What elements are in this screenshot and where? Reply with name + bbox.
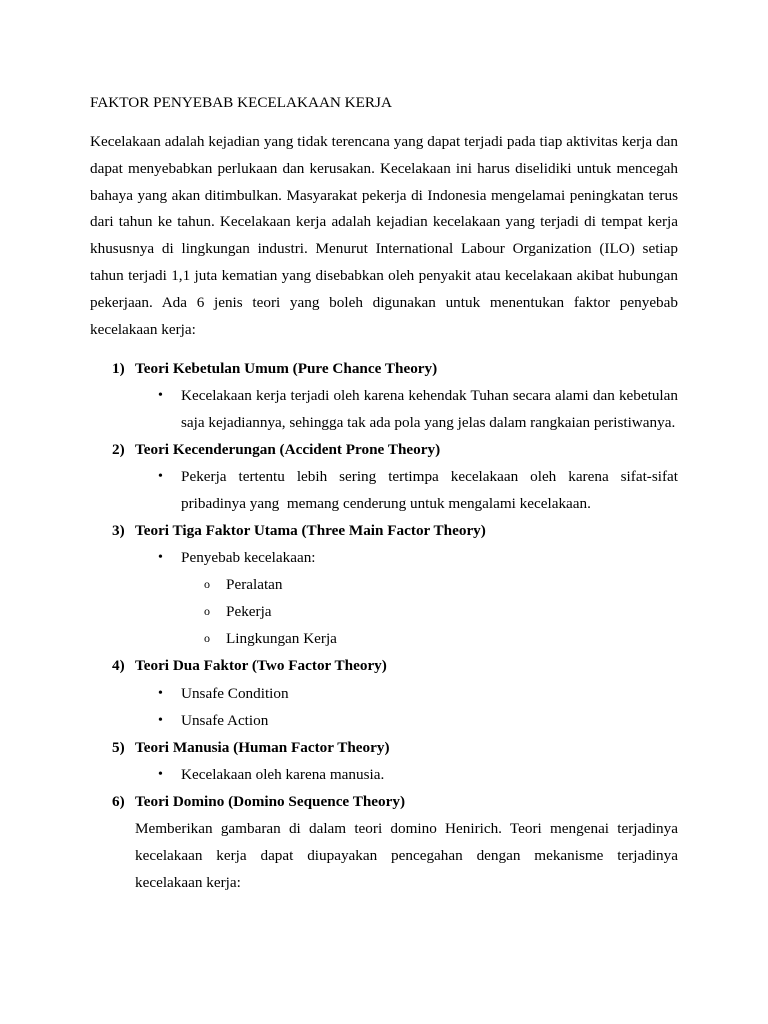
sub-bullet-text: Pekerja [226,603,272,620]
list-item [158,707,678,734]
theory-number: 2) [112,441,125,458]
sub-list-item [204,598,678,625]
bullet-text: Penyebab kecelakaan: [181,549,316,566]
theory-number: 4) [112,657,125,674]
bullet-text: Unsafe Condition [181,685,289,702]
list-item [158,544,678,571]
bullet-text: Kecelakaan kerja terjadi oleh karena kehendak Tuhan secara alami dan kebetulan saja kejadiannya, sehingga tak ada pola yang jelas dalam rangkaian peristiwanya. [181,387,678,431]
theory-item-4 [90,652,678,734]
intro-paragraph: Kecelakaan adalah kejadian yang tidak terencana yang dapat terjadi pada tiap aktivitas kerja dan dapat menyebabkan perlukaan dan kerusakan. Kecelakaan ini harus diselidiki untuk mencegah bahaya yang akan ditimbulkan. Masyarakat pekerja di Indonesia mengelamai peningkatan terus dari tahun ke tahun. Kecelakaan kerja adalah kejadian kecelakaan yang terjadi di tempat kerja khususnya di lingkungan industri. Menurut International Labour Organization (ILO) setiap tahun terjadi 1,1 juta kematian yang disebabkan oleh penyakit atau kecelakaan akibat hubungan pekerjaan. Ada 6 jenis teori yang boleh digunakan untuk menentukan faktor penyebab kecelakaan kerja: [90,133,678,338]
sub-list-item [204,625,678,652]
theory-title: Teori Kebetulan Umum (Pure Chance Theory) [135,360,438,377]
bullet-text: Pekerja tertentu lebih sering tertimpa kecelakaan oleh karena sifat-sifat pribadinya yang memang cenderung untuk mengalami kecelakaan. [181,468,682,512]
theory-number: 3) [112,522,125,539]
theory-item-5 [90,734,678,788]
theory-number: 5) [112,739,125,756]
list-item [158,761,678,788]
sub-bullet-text: Peralatan [226,576,283,593]
list-item [158,382,678,436]
bullet-icon: • [158,686,163,701]
theory-number: 1) [112,360,125,377]
bullet-list [90,544,678,571]
theory-paragraph: Memberikan gambaran di dalam teori domino Henirich. Teori mengenai terjadinya kecelakaan kerja dapat diupayakan pencegahan dengan mekanisme terjadinya kecelakaan kerja: [135,820,678,891]
theory-item-3 [90,517,678,652]
bullet-list [90,382,678,436]
theory-heading [90,788,678,815]
list-item [158,463,682,517]
bullet-list [90,761,678,788]
theory-number: 6) [112,793,125,810]
theory-title: Teori Manusia (Human Factor Theory) [135,739,390,756]
sub-bullet-list [90,571,678,652]
theory-item-6 [90,788,678,896]
theory-list [90,355,682,896]
theory-heading [90,652,678,679]
bullet-icon: • [158,767,163,782]
theory-title: Teori Tiga Faktor Utama (Three Main Factor Theory) [135,522,486,539]
bullet-icon: • [158,713,163,728]
bullet-text: Kecelakaan oleh karena manusia. [181,766,385,783]
bullet-icon: • [158,388,163,403]
bullet-text: Unsafe Action [181,712,269,729]
circle-bullet-icon: o [204,631,210,645]
theory-heading [90,734,678,761]
circle-bullet-icon: o [204,577,210,591]
sub-bullet-text: Lingkungan Kerja [226,630,337,647]
theory-item-2 [90,436,682,517]
sub-list-item [204,571,678,598]
circle-bullet-icon: o [204,604,210,618]
bullet-list [90,680,678,734]
bullet-icon: • [158,550,163,565]
theory-title: Teori Domino (Domino Sequence Theory) [135,793,405,810]
bullet-list [90,463,682,517]
document-title: FAKTOR PENYEBAB KECELAKAAN KERJA [90,94,392,111]
theory-title: Teori Dua Faktor (Two Factor Theory) [135,657,387,674]
list-item [158,680,678,707]
theory-title: Teori Kecenderungan (Accident Prone Theory) [135,441,441,458]
theory-heading [90,355,678,382]
bullet-icon: • [158,469,163,484]
theory-heading [90,436,678,463]
theory-item-1 [90,355,678,436]
theory-heading [90,517,678,544]
